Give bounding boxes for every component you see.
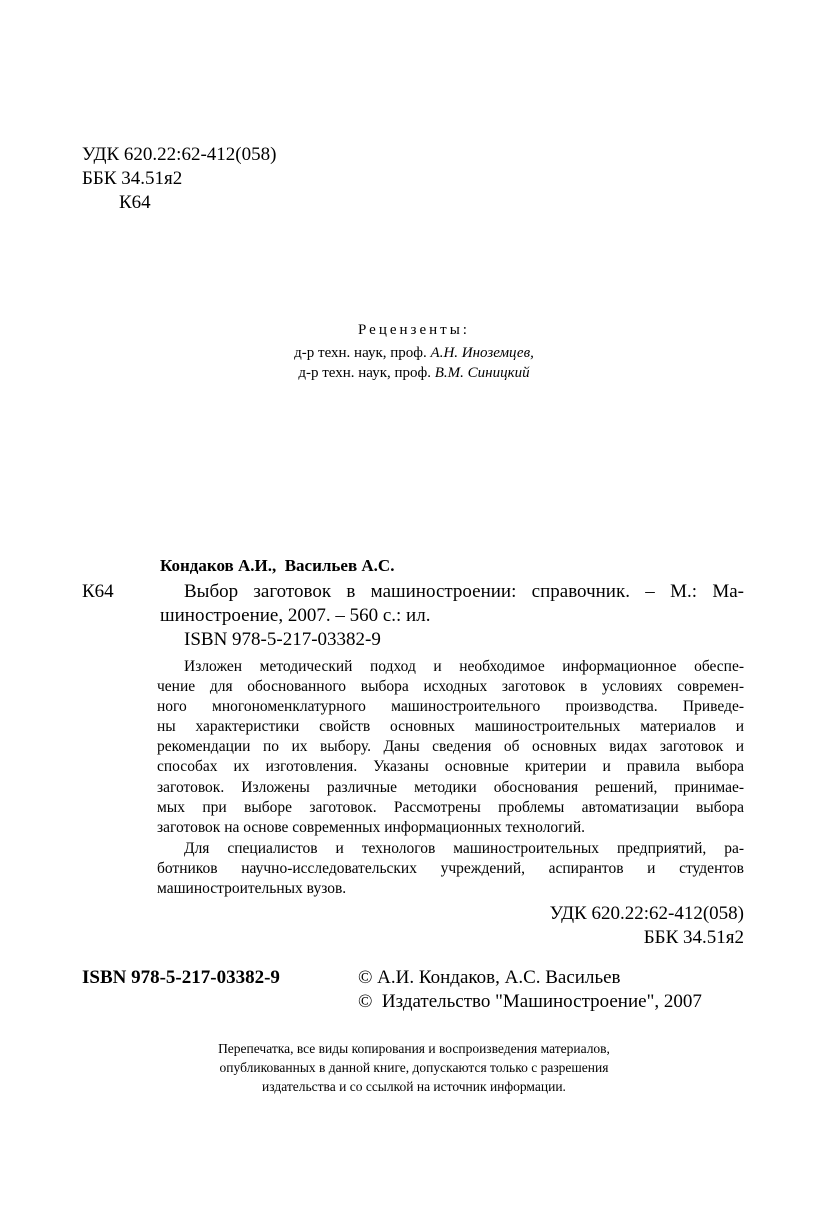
reprint-notice-line: издательства и со ссылкой на источник информации. xyxy=(262,1079,566,1094)
audience-line: ботников научно-исследовательских учреждений, аспирантов и студентов xyxy=(157,860,744,877)
udk-code: УДК 620.22:62-412(058) xyxy=(82,144,277,165)
copyright-authors: © А.И. Кондаков, А.С. Васильев xyxy=(358,967,621,988)
abstract-line: способах их изготовления. Указаны основные критерии и правила выбора xyxy=(157,758,744,775)
reviewers-heading: Рецензенты: xyxy=(358,322,470,338)
abstract-line: заготовок. Изложены различные методики обоснования решений, принимае- xyxy=(157,779,744,796)
author-mark: К64 xyxy=(82,581,114,602)
audience-line: Для специалистов и технологов машиностроительных предприятий, ра- xyxy=(184,840,744,857)
abstract-line: чение для обоснованного выбора исходных заготовок в условиях современ- xyxy=(157,678,744,695)
reviewer-1 xyxy=(0,343,828,363)
bbk-code-bottom: ББК 34.51я2 xyxy=(643,927,744,948)
abstract-line: Изложен методический подход и необходимое информационное обеспе- xyxy=(184,658,744,675)
reviewer-2-title: д-р техн. наук, проф. xyxy=(298,365,431,381)
reprint-notice-line: опубликованных в данной книге, допускаются только с разрешения xyxy=(219,1060,609,1075)
reprint-notice-line: Перепечатка, все виды копирования и воспроизведения материалов, xyxy=(218,1041,610,1056)
bbk-code: ББК 34.51я2 xyxy=(82,168,183,189)
bib-line-2: шиностроение, 2007. – 560 с.: ил. xyxy=(160,605,431,626)
reviewer-1-title: д-р техн. наук, проф. xyxy=(294,345,427,361)
reviewer-2 xyxy=(0,363,828,383)
udk-code-bottom: УДК 620.22:62-412(058) xyxy=(549,903,744,924)
abstract-line: мых при выборе заготовок. Рассмотрены проблемы автоматизации выбора xyxy=(157,799,744,816)
authors: Кондаков А.И., Васильев А.С. xyxy=(160,556,395,575)
abstract-line: ного многономенклатурного машиностроительного производства. Приведе- xyxy=(157,698,744,715)
audience-line: машиностроительных вузов. xyxy=(157,880,347,897)
abstract-line: рекомендации по их выбору. Даны сведения об основных видах заготовок и xyxy=(157,738,744,755)
author-mark-top: К64 xyxy=(119,192,151,213)
bib-line-1: Выбор заготовок в машиностроении: справочник. – М.: Ма- xyxy=(184,581,744,602)
reviewer-1-name: А.Н. Иноземцев, xyxy=(430,345,534,361)
copyright-publisher: © Издательство "Машиностроение", 2007 xyxy=(358,991,702,1012)
reviewer-2-name: В.М. Синицкий xyxy=(434,365,530,381)
isbn-line: ISBN 978-5-217-03382-9 xyxy=(184,629,381,650)
abstract-line: заготовок на основе современных информационных технологий. xyxy=(157,819,585,836)
isbn-bold: ISBN 978-5-217-03382-9 xyxy=(82,967,280,988)
abstract-line: ны характеристики свойств основных машиностроительных материалов и xyxy=(157,718,744,735)
